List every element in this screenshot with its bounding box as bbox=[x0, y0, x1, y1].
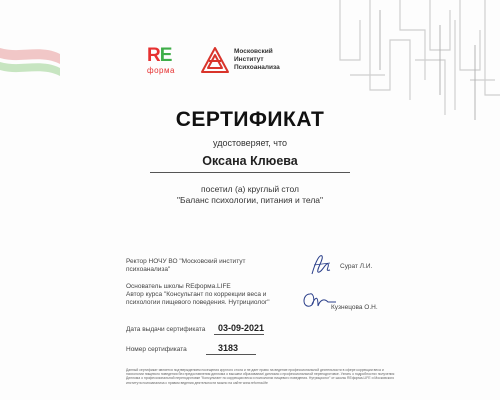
certificate-number-underline bbox=[206, 354, 256, 355]
rector-name: Сурат Л.И. bbox=[340, 263, 373, 270]
certifies-text: удостоверяет, что bbox=[213, 138, 287, 148]
certificate-number-label: Номер сертификата bbox=[126, 346, 187, 353]
issue-date-value: 03-09-2021 bbox=[218, 323, 265, 333]
recipient-underline bbox=[150, 172, 350, 173]
certificate-number-value: 3183 bbox=[218, 343, 239, 353]
founder-title: Основатель школы REформа.LIFE Автор курса "Консультант по коррекции веса и психологии пищевого поведения. Нутрициолог" bbox=[126, 283, 270, 306]
line-pattern-decoration bbox=[330, 0, 500, 120]
issue-date-underline bbox=[214, 334, 264, 335]
institute-logo-icon bbox=[200, 46, 230, 76]
founder-name: Кузнецова О.Н. bbox=[331, 304, 378, 311]
footer-disclaimer: Данный сертификат является подтверждением посещения круглого стола и не дает право на ведение профессиональной деятельности в сфере коррекции веса и психологии пищевого поведения без предоставления диплома о высшем образовании/ диплома о профессиональной переподготовке. Узнать о подробностях получения Диплома о профессиональной переподготовке "Консультант по коррекции веса и психологии пищевого поведения. Нутрициолог" от школы REформа.LIFE и Московского института психоанализа с правом ведения деятельности можно на сайте www.reforma.life bbox=[126, 368, 395, 385]
rector-signature bbox=[306, 250, 336, 280]
issue-date-label: Дата выдачи сертификата bbox=[126, 326, 206, 333]
institute-logo-text: Московский Институт Психоанализа bbox=[234, 48, 280, 71]
reforma-logo: RE форма bbox=[147, 45, 175, 75]
attended-text: посетил (а) круглый стол bbox=[201, 184, 299, 194]
recipient-name: Оксана Клюева bbox=[202, 154, 298, 168]
event-topic: "Баланс психологии, питания и тела" bbox=[176, 195, 324, 205]
rector-title: Ректор НОЧУ ВО "Московский институт психоанализа" bbox=[126, 258, 246, 273]
certificate-title: СЕРТИФИКАТ bbox=[175, 108, 325, 131]
ribbon-decoration bbox=[0, 40, 60, 100]
